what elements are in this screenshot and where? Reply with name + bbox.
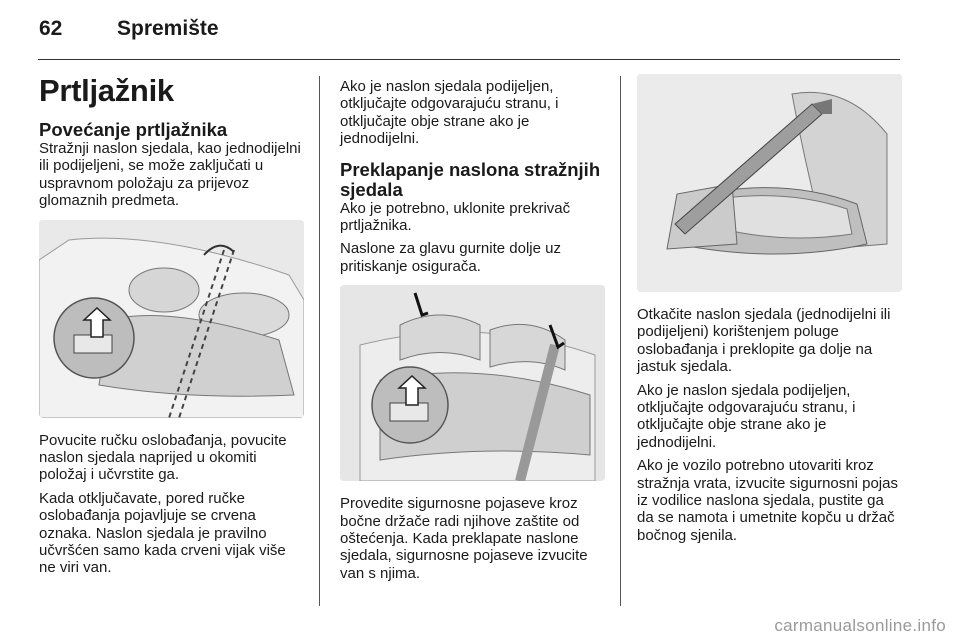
paragraph: Povucite ručku oslobađanja, povucite naslon sjedala naprijed u okomiti položaj i učvrstite ga.: [39, 431, 287, 484]
illustration-folded-seat: [637, 74, 902, 292]
column-2: [340, 78, 605, 588]
column-1: [39, 70, 304, 583]
paragraph: Provedite sigurnosne pojaseve kroz bočne držače radi njihove zaštite od oštećenja. Kada preklapate naslone sjedala, sigurnosne pojaseve izvucite van s njima.: [340, 495, 588, 582]
column-divider: [620, 76, 621, 606]
paragraph: Naslone za glavu gurnite dolje uz pritiskanje osigurača.: [340, 240, 561, 275]
page-number: 62: [39, 17, 63, 40]
paragraph: Stražnji naslon sjedala, kao jednodijelni ili podijeljeni, se može zaključati u uspravnom položaju za prijevoz glomaznih predmeta.: [39, 140, 301, 210]
page-header: [39, 17, 901, 47]
chapter-title: Prtljažnik: [39, 73, 174, 108]
paragraph: Ako je vozilo potrebno utovariti kroz stražnja vrata, izvucite sigurnosni pojas iz vodilice naslona sjedala, pustite ga da se namota i umetnite kopču u držač bočnog sjenila.: [637, 457, 898, 544]
header-divider: [38, 59, 900, 60]
paragraph: Kada otključavate, pored ručke oslobađanja pojavljuje se crvena oznaka. Naslon sjedala je pravilno učvršćen samo kada crveni vijak više ne viri van.: [39, 489, 286, 577]
paragraph: Otkačite naslon sjedala (jednodijelni ili podijeljeni) korištenjem poluge oslobađanja i preklopite ga dolje na jastuk sjedala.: [637, 306, 891, 376]
paragraph: Ako je potrebno, uklonite prekrivač prtljažnika.: [340, 199, 571, 235]
illustration-seat-release: [39, 220, 304, 418]
column-divider: [319, 76, 320, 606]
illustration-headrest: [340, 285, 605, 481]
column-3: [637, 70, 902, 550]
section-heading: Povećanje prtljažnika: [39, 119, 228, 140]
paragraph: Ako je naslon sjedala podijeljen, otključajte odgovarajuću stranu, i otključajte obje strane ako je jednodijelni.: [637, 381, 856, 451]
paragraph: Ako je naslon sjedala podijeljen, otključajte odgovarajuću stranu, i otključajte obje strane ako je jednodijelni.: [340, 78, 559, 148]
section-heading: Preklapanje naslona stražnjih sjedala: [340, 158, 601, 200]
watermark: carmanualsonline.info: [774, 616, 946, 635]
section-title: Spremište: [117, 17, 219, 40]
